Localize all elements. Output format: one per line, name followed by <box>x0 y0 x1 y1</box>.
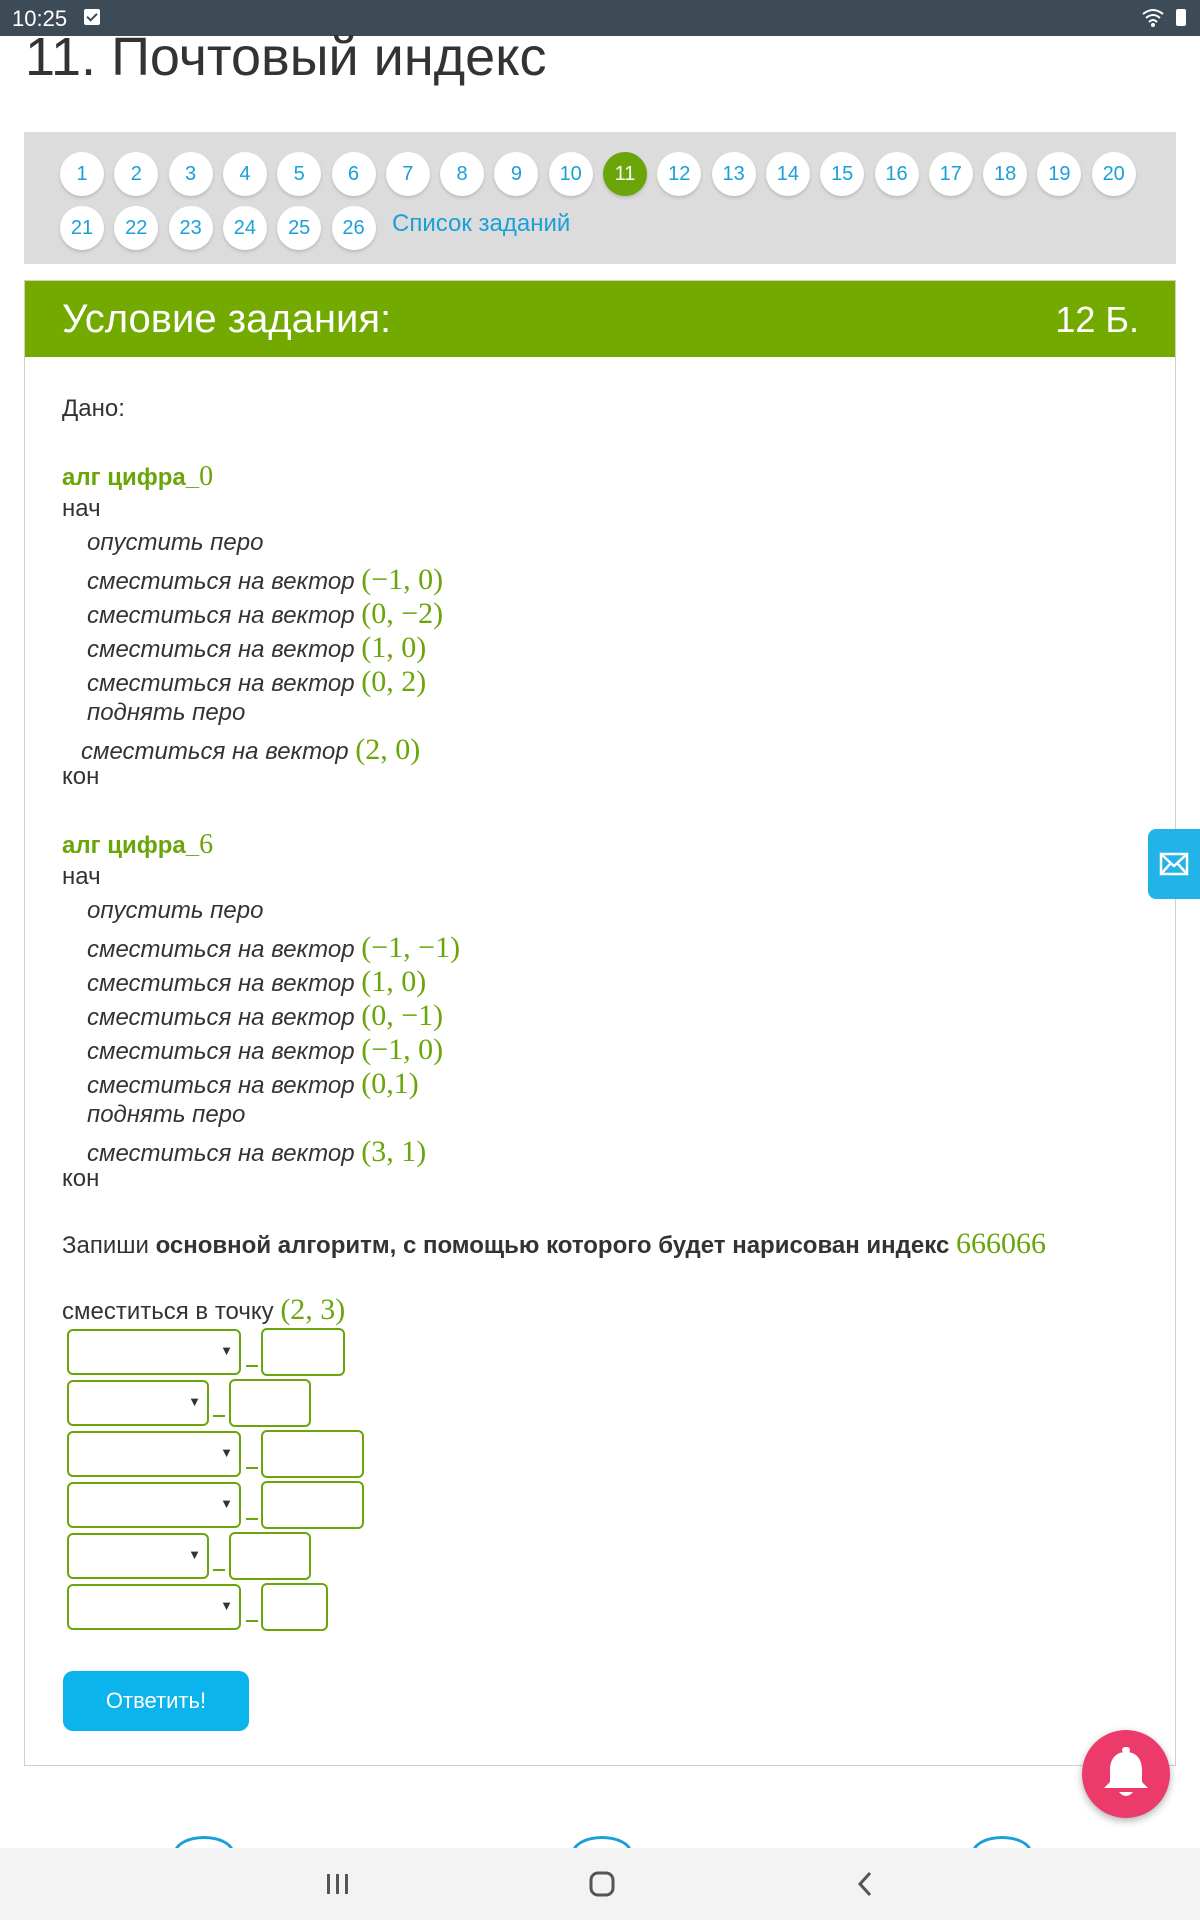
page-button-14[interactable]: 14 <box>766 152 810 196</box>
page-button-3[interactable]: 3 <box>169 152 213 196</box>
page-button-10[interactable]: 10 <box>549 152 593 196</box>
task-header <box>25 281 1175 357</box>
answer-input-2[interactable] <box>229 1379 311 1427</box>
separator-dash <box>213 1569 225 1571</box>
page-button-4[interactable]: 4 <box>223 152 267 196</box>
page-title: 11. Почтовый индекс <box>25 27 547 87</box>
check-square-icon <box>84 9 100 25</box>
page-button-18[interactable]: 18 <box>983 152 1027 196</box>
page-button-22[interactable]: 22 <box>114 206 158 250</box>
alg0-line: сместиться на вектор (0, −2) <box>87 597 444 630</box>
page-button-16[interactable]: 16 <box>875 152 919 196</box>
answer-input-3[interactable] <box>261 1430 364 1478</box>
dropdown-arrow-icon: ▼ <box>188 1547 201 1562</box>
battery-icon <box>1176 9 1186 26</box>
dropdown-arrow-icon: ▼ <box>220 1343 233 1358</box>
separator-dash <box>246 1518 258 1520</box>
alg0-line: сместиться на вектор (−1, 0) <box>87 563 444 596</box>
status-time: 10:25 <box>12 6 68 31</box>
given-label: Дано: <box>62 395 125 422</box>
dropdown-arrow-icon: ▼ <box>220 1445 233 1460</box>
alg6-line: сместиться на вектор (1, 0) <box>87 965 427 998</box>
page-button-21[interactable]: 21 <box>60 206 104 250</box>
alg0-line: сместиться на вектор (0, 2) <box>87 665 427 698</box>
alg6-begin: нач <box>62 863 101 890</box>
dropdown-arrow-icon: ▼ <box>188 1394 201 1409</box>
alg6-line: сместиться на вектор (−1, 0) <box>87 1033 444 1066</box>
task-header-title: Условие задания: <box>62 297 392 341</box>
alg6-line: сместиться на вектор (3, 1) <box>87 1135 427 1168</box>
page-button-17[interactable]: 17 <box>929 152 973 196</box>
alg6-line: опустить перо <box>87 897 264 924</box>
home-icon[interactable] <box>580 1862 624 1906</box>
page-button-6[interactable]: 6 <box>332 152 376 196</box>
system-nav-bar <box>0 1848 1200 1920</box>
page-button-24[interactable]: 24 <box>223 206 267 250</box>
answer-select-6[interactable] <box>67 1584 241 1630</box>
page-button-15[interactable]: 15 <box>820 152 864 196</box>
alg0-line: опустить перо <box>87 529 264 556</box>
separator-dash <box>213 1415 225 1417</box>
answer-select-3[interactable] <box>67 1431 241 1477</box>
answer-select-2[interactable] <box>67 1380 209 1426</box>
page-button-26[interactable]: 26 <box>332 206 376 250</box>
page-button-1[interactable]: 1 <box>60 152 104 196</box>
alg0-line: сместиться на вектор (1, 0) <box>87 631 427 664</box>
task-card <box>24 280 1176 1766</box>
back-icon[interactable] <box>844 1862 888 1906</box>
answer-input-1[interactable] <box>261 1328 345 1376</box>
page-button-19[interactable]: 19 <box>1037 152 1081 196</box>
mail-tab[interactable] <box>1148 829 1200 899</box>
dropdown-arrow-icon: ▼ <box>220 1598 233 1613</box>
alg0-line: сместиться на вектор (2, 0) <box>81 733 421 766</box>
answer-select-1[interactable] <box>67 1329 241 1375</box>
answer-select-5[interactable] <box>67 1533 209 1579</box>
wifi-icon <box>1142 6 1164 28</box>
alg0-end: кон <box>62 763 100 790</box>
answer-input-6[interactable] <box>261 1583 328 1631</box>
page-button-9[interactable]: 9 <box>494 152 538 196</box>
task-points: 12 Б. <box>1055 299 1139 340</box>
task-list-link[interactable]: Список заданий <box>392 210 571 237</box>
alg6-line: сместиться на вектор (0, −1) <box>87 999 444 1032</box>
alg0-title: алг цифра_0 <box>62 461 214 492</box>
separator-dash <box>246 1365 258 1367</box>
page-button-20[interactable]: 20 <box>1092 152 1136 196</box>
alg6-line: сместиться на вектор (−1, −1) <box>87 931 461 964</box>
answer-select-4[interactable] <box>67 1482 241 1528</box>
page-button-23[interactable]: 23 <box>169 206 213 250</box>
alg6-line: сместиться на вектор (0,1) <box>87 1067 419 1100</box>
separator-dash <box>246 1467 258 1469</box>
page-button-5[interactable]: 5 <box>277 152 321 196</box>
page-button-7[interactable]: 7 <box>386 152 430 196</box>
move-to-text: сместиться в точку (2, 3) <box>62 1293 346 1326</box>
instruction-text: Запиши основной алгоритм, с помощью которого будет нарисован индекс 666066 <box>62 1227 1046 1260</box>
alg0-begin: нач <box>62 495 101 522</box>
page-button-11[interactable]: 11 <box>603 152 647 196</box>
recent-apps-icon[interactable] <box>316 1862 360 1906</box>
task-pager <box>24 132 1176 264</box>
answer-input-5[interactable] <box>229 1532 311 1580</box>
dropdown-arrow-icon: ▼ <box>220 1496 233 1511</box>
alg6-end: кон <box>62 1165 100 1192</box>
alg0-line: поднять перо <box>87 699 246 726</box>
page-button-12[interactable]: 12 <box>657 152 701 196</box>
notification-bell-button[interactable] <box>1082 1730 1170 1818</box>
page-button-25[interactable]: 25 <box>277 206 321 250</box>
alg6-title: алг цифра_6 <box>62 829 214 860</box>
alg6-line: поднять перо <box>87 1101 246 1128</box>
answer-button[interactable]: Ответить! <box>63 1671 249 1731</box>
bell-icon <box>1082 1730 1170 1818</box>
page-button-8[interactable]: 8 <box>440 152 484 196</box>
mail-icon <box>1148 829 1200 899</box>
answer-input-4[interactable] <box>261 1481 364 1529</box>
page-button-2[interactable]: 2 <box>114 152 158 196</box>
separator-dash <box>246 1620 258 1622</box>
page-button-13[interactable]: 13 <box>712 152 756 196</box>
